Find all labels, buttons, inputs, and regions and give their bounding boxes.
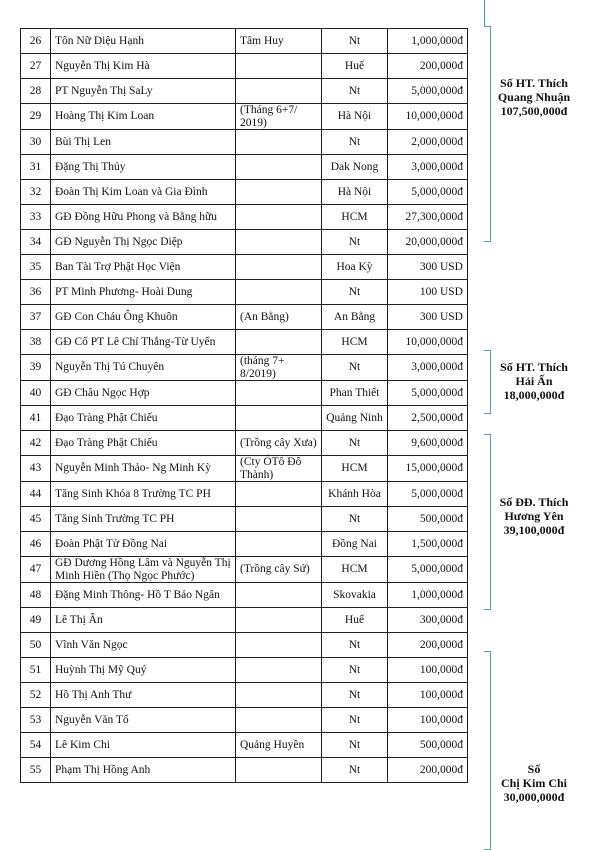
donor-note: (Trồng cây Sứ)	[236, 557, 322, 583]
row-number: 45	[21, 507, 51, 532]
group-total-huong-yen	[484, 495, 584, 537]
donor-place: Nt	[322, 130, 388, 155]
donor-place: HCM	[322, 330, 388, 355]
donor-name: GĐ Châu Ngọc Hợp	[51, 381, 236, 406]
donation-amount: 1,500,000đ	[388, 532, 468, 557]
donor-place: HCM	[322, 557, 388, 583]
donor-note	[236, 507, 322, 532]
donor-note	[236, 230, 322, 255]
row-number: 46	[21, 532, 51, 557]
group-total-quang-nhuan	[484, 76, 584, 118]
group-bracket-1	[484, 26, 491, 242]
donation-amount: 2,500,000đ	[388, 406, 468, 431]
row-number: 53	[21, 708, 51, 733]
donor-name: GĐ Dương Hồng Lâm và Nguyễn Thị Minh Hiền (Thọ Ngọc Phước)	[51, 557, 236, 583]
donor-name: Đoàn Phật Tử Đồng Nai	[51, 532, 236, 557]
donor-place: HCM	[322, 456, 388, 482]
donor-place: Nt	[322, 683, 388, 708]
row-number: 26	[21, 29, 51, 54]
donor-name: GĐ Đồng Hữu Phong và Bằng hữu	[51, 205, 236, 230]
donor-place: Quảng Ninh	[322, 406, 388, 431]
row-number: 40	[21, 381, 51, 406]
group-bracket-4	[484, 651, 491, 850]
group-total-kim-chi	[484, 762, 584, 804]
donor-place: An Bằng	[322, 305, 388, 330]
donor-place: Nt	[322, 230, 388, 255]
donor-name: Bùi Thị Len	[51, 130, 236, 155]
row-number: 43	[21, 456, 51, 482]
donation-amount: 10,000,000đ	[388, 330, 468, 355]
donor-note	[236, 155, 322, 180]
group-4-line-3: 30,000,000đ	[503, 790, 565, 804]
row-number: 42	[21, 431, 51, 456]
donation-amount: 5,000,000đ	[388, 180, 468, 205]
row-number: 37	[21, 305, 51, 330]
donor-name: Hoàng Thị Kim Loan	[51, 104, 236, 130]
donor-note	[236, 583, 322, 608]
row-number: 39	[21, 355, 51, 381]
donation-amount: 100,000đ	[388, 683, 468, 708]
donor-place: Nt	[322, 355, 388, 381]
row-number: 51	[21, 658, 51, 683]
donor-note	[236, 54, 322, 79]
donation-amount: 27,300,000đ	[388, 205, 468, 230]
donor-name: Đặng Thị Thủy	[51, 155, 236, 180]
donor-note	[236, 180, 322, 205]
donor-place: Huế	[322, 608, 388, 633]
donor-name: Tôn Nữ Diệu Hạnh	[51, 29, 236, 54]
donation-amount: 200,000đ	[388, 54, 468, 79]
donor-name: PT Minh Phương- Hoài Dung	[51, 280, 236, 305]
donor-place: Đồng Nai	[322, 532, 388, 557]
donor-place: Nt	[322, 633, 388, 658]
row-number: 44	[21, 482, 51, 507]
group-total-hai-an	[484, 360, 584, 402]
donor-name: Huỳnh Thị Mỹ Quý	[51, 658, 236, 683]
donor-place: Nt	[322, 280, 388, 305]
donor-place: Nt	[322, 431, 388, 456]
group-1-line-2: Quang Nhuận	[497, 90, 571, 104]
donor-name: Tăng Sinh Khóa 8 Trường TC PH	[51, 482, 236, 507]
group-1-line-3: 107,500,000đ	[500, 104, 568, 118]
donor-note: Tâm Huy	[236, 29, 322, 54]
donor-note	[236, 683, 322, 708]
row-number: 38	[21, 330, 51, 355]
row-number: 49	[21, 608, 51, 633]
donation-amount: 3,000,000đ	[388, 155, 468, 180]
table-row	[21, 255, 585, 280]
donor-name: Phạm Thị Hồng Anh	[51, 758, 236, 783]
donor-note	[236, 608, 322, 633]
donor-note: (tháng 7+ 8/2019)	[236, 355, 322, 381]
donor-place: Nt	[322, 29, 388, 54]
donor-place: Khánh Hòa	[322, 482, 388, 507]
donor-place: Hoa Kỳ	[322, 255, 388, 280]
row-number: 35	[21, 255, 51, 280]
donation-amount: 500,000đ	[388, 733, 468, 758]
donation-amount: 5,000,000đ	[388, 381, 468, 406]
donor-name: Đạo Tràng Phật Chiếu	[51, 431, 236, 456]
donation-amount: 100,000đ	[388, 658, 468, 683]
donor-name: Hồ Thị Anh Thư	[51, 683, 236, 708]
row-number: 50	[21, 633, 51, 658]
donor-note: (Tháng 6+7/ 2019)	[236, 104, 322, 130]
donor-note	[236, 406, 322, 431]
donor-note	[236, 633, 322, 658]
row-number: 48	[21, 583, 51, 608]
group-3-line-2: Hương Yên	[504, 509, 564, 523]
row-number: 36	[21, 280, 51, 305]
donor-note	[236, 205, 322, 230]
donation-amount: 100 USD	[388, 280, 468, 305]
donation-amount: 3,000,000đ	[388, 355, 468, 381]
donor-name: Tăng Sinh Trường TC PH	[51, 507, 236, 532]
donor-place: Phan Thiết	[322, 381, 388, 406]
donor-note	[236, 708, 322, 733]
donor-note	[236, 280, 322, 305]
donor-table	[20, 28, 585, 783]
row-number: 34	[21, 230, 51, 255]
donation-amount: 5,000,000đ	[388, 79, 468, 104]
donor-note	[236, 482, 322, 507]
donor-place: Dak Nong	[322, 155, 388, 180]
row-number: 27	[21, 54, 51, 79]
row-number: 47	[21, 557, 51, 583]
table-row	[21, 583, 585, 608]
donor-note: (Cty ÔTô Đô Thành)	[236, 456, 322, 482]
donor-place: Nt	[322, 758, 388, 783]
row-number: 31	[21, 155, 51, 180]
group-4-line-1: Số	[527, 762, 541, 776]
donor-note	[236, 79, 322, 104]
donor-name: Ban Tài Trợ Phật Học Viện	[51, 255, 236, 280]
table-row	[21, 406, 585, 431]
donor-name: PT Nguyễn Thị SaLy	[51, 79, 236, 104]
donation-amount: 5,000,000đ	[388, 557, 468, 583]
donor-note	[236, 532, 322, 557]
group-2-line-3: 18,000,000đ	[503, 388, 565, 402]
donor-name: GĐ Con Cháu Ông Khuôn	[51, 305, 236, 330]
donor-name: GĐ Nguyễn Thị Ngọc Diệp	[51, 230, 236, 255]
table-row	[21, 330, 585, 355]
group-1-line-1: Số HT. Thích	[500, 76, 568, 90]
group-summary-cell	[468, 255, 585, 330]
donor-note	[236, 758, 322, 783]
group-3-line-3: 39,100,000đ	[503, 523, 565, 537]
donor-name: GĐ Cố PT Lê Chí Thắng-Từ Uyển	[51, 330, 236, 355]
donation-amount: 1,000,000đ	[388, 583, 468, 608]
donor-note	[236, 658, 322, 683]
row-number: 54	[21, 733, 51, 758]
donor-place: Skovakia	[322, 583, 388, 608]
donor-table-body	[21, 29, 585, 783]
donor-name: Nguyễn Văn Tố	[51, 708, 236, 733]
donation-amount: 2,000,000đ	[388, 130, 468, 155]
row-number: 55	[21, 758, 51, 783]
group-2-line-1: Số HT. Thích	[500, 360, 568, 374]
donor-note	[236, 130, 322, 155]
donation-amount: 15,000,000đ	[388, 456, 468, 482]
donor-place: Hà Nội	[322, 180, 388, 205]
donor-note	[236, 330, 322, 355]
donation-amount: 500,000đ	[388, 507, 468, 532]
donor-place: Nt	[322, 733, 388, 758]
donor-place: Nt	[322, 79, 388, 104]
donor-place: Nt	[322, 658, 388, 683]
donor-name: Lê Kim Chi	[51, 733, 236, 758]
row-number: 29	[21, 104, 51, 130]
donor-place: Nt	[322, 708, 388, 733]
row-number: 41	[21, 406, 51, 431]
donor-name: Đạo Tràng Phật Chiếu	[51, 406, 236, 431]
donation-amount: 200,000đ	[388, 758, 468, 783]
row-number: 32	[21, 180, 51, 205]
row-number: 30	[21, 130, 51, 155]
donor-name: Đoàn Thị Kim Loan và Gia Đình	[51, 180, 236, 205]
donation-amount: 1,000,000đ	[388, 29, 468, 54]
donor-name: Vĩnh Văn Ngọc	[51, 633, 236, 658]
donor-note	[236, 381, 322, 406]
donor-place: Huế	[322, 54, 388, 79]
donation-amount: 10,000,000đ	[388, 104, 468, 130]
donation-amount: 9,600,000đ	[388, 431, 468, 456]
donation-amount: 200,000đ	[388, 633, 468, 658]
donor-place: Nt	[322, 507, 388, 532]
donor-note: Quảng Huyền	[236, 733, 322, 758]
bracket-continuation	[484, 0, 485, 26]
donor-note: (An Bằng)	[236, 305, 322, 330]
donor-note	[236, 255, 322, 280]
group-2-line-2: Hải Ấn	[515, 374, 553, 388]
donation-amount: 300 USD	[388, 305, 468, 330]
donor-name: Nguyễn Thị Kim Hà	[51, 54, 236, 79]
table-row	[21, 29, 585, 54]
group-4-line-2: Chị Kim Chi	[500, 776, 567, 790]
donor-name: Nguyễn Thị Tú Chuyên	[51, 355, 236, 381]
donation-amount: 5,000,000đ	[388, 482, 468, 507]
donation-amount: 300 USD	[388, 255, 468, 280]
donation-amount: 100,000đ	[388, 708, 468, 733]
donor-name: Đặng Minh Thông- Hồ T Bảo Ngân	[51, 583, 236, 608]
donation-amount: 300,000đ	[388, 608, 468, 633]
donation-amount: 20,000,000đ	[388, 230, 468, 255]
donor-place: Hà Nội	[322, 104, 388, 130]
row-number: 28	[21, 79, 51, 104]
donor-note: (Trồng cây Xưa)	[236, 431, 322, 456]
donor-name: Lê Thị Ân	[51, 608, 236, 633]
row-number: 33	[21, 205, 51, 230]
group-3-line-1: Số ĐĐ. Thích	[499, 495, 569, 509]
donor-name: Nguyễn Minh Thảo- Ng Minh Kỳ	[51, 456, 236, 482]
row-number: 52	[21, 683, 51, 708]
donor-place: HCM	[322, 205, 388, 230]
